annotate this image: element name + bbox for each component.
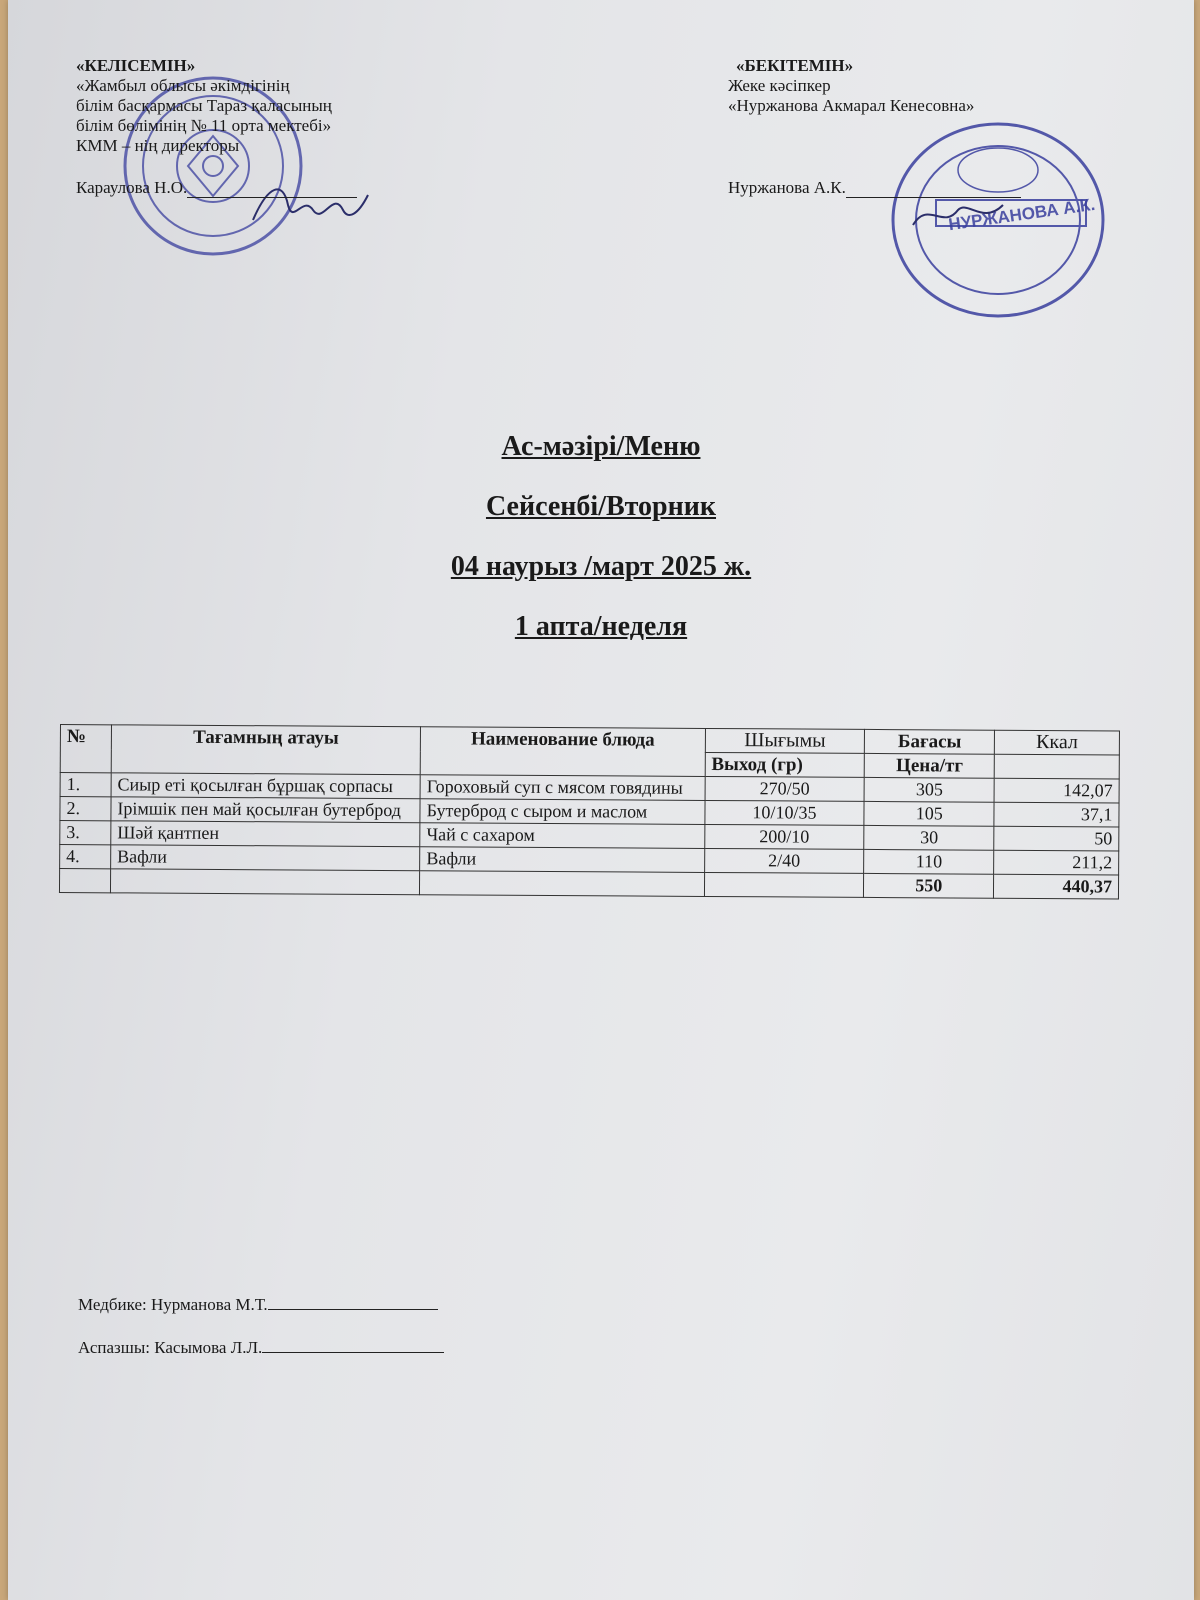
row-name-ru: Чай с сахаром (420, 823, 705, 849)
table-header-row (60, 725, 1119, 755)
cook-label: Аспазшы: Касымова Л.Л. (78, 1338, 263, 1357)
day-title: Сейсенбі/Вторник (485, 491, 717, 522)
nurse-label: Медбике: Нурманова М.Т. (78, 1295, 268, 1314)
header-kcal: Ккал (995, 730, 1120, 755)
total-price: 550 (864, 873, 994, 898)
row-name-kz: Сиыр еті қосылған бұршақ сорпасы (111, 773, 420, 799)
header-name-kz: Тағамның атауы (111, 725, 421, 775)
approval-right-signer-row (728, 178, 1021, 198)
row-name-ru: Вафли (420, 847, 705, 873)
header-num: № (60, 725, 111, 773)
row-name-kz: Шәй қантпен (111, 821, 420, 847)
nurse-signature-row (78, 1295, 438, 1315)
row-num: 4. (60, 845, 111, 869)
row-price: 30 (864, 825, 994, 850)
approval-right-line: Жеке кәсіпкер (728, 76, 831, 95)
table-total-row (59, 869, 1118, 899)
total-empty (59, 869, 110, 893)
row-kcal: 50 (994, 826, 1119, 851)
row-yield: 270/50 (705, 776, 865, 801)
week-title: 1 апта/неделя (514, 611, 688, 642)
header-price-kz: Бағасы (865, 729, 995, 754)
row-kcal: 37,1 (994, 802, 1119, 827)
row-name-ru: Бутерброд с сыром и маслом (420, 799, 705, 825)
total-empty (110, 869, 419, 895)
header-price-ru: Цена/тг (865, 753, 995, 778)
approval-right-signer: Нуржанова А.К. (728, 178, 846, 197)
row-price: 305 (864, 777, 994, 802)
approval-left-line: «Жамбыл облысы әкімдігінің (76, 76, 290, 95)
approval-block-left (76, 56, 357, 198)
approval-right-line: «Нуржанова Акмарал Кенесовна» (728, 96, 975, 115)
row-num: 3. (60, 821, 111, 845)
row-yield: 10/10/35 (705, 800, 865, 825)
cook-signature-row (78, 1338, 444, 1358)
approval-left-line: КММ – нің директоры (76, 136, 240, 155)
total-kcal: 440,37 (994, 874, 1119, 899)
signature-right-icon (908, 195, 1008, 235)
row-yield: 2/40 (704, 848, 864, 873)
approval-block-right (728, 56, 1021, 198)
row-price: 105 (864, 801, 994, 826)
approval-left-signer: Караулова Н.О. (76, 178, 188, 197)
header-yield-ru: Выход (гр) (705, 752, 865, 777)
row-name-kz: Ірімшік пен май қосылған бутерброд (111, 797, 420, 823)
row-name-ru: Гороховый суп с мясом говядины (420, 775, 705, 801)
row-num: 1. (60, 773, 111, 797)
total-empty (704, 872, 864, 897)
approval-left-head: «КЕЛІСЕМІН» (76, 56, 196, 75)
row-price: 110 (864, 849, 994, 874)
date-title: 04 наурыз /март 2025 ж. (450, 551, 752, 582)
row-kcal: 142,07 (994, 778, 1119, 803)
approval-right-head: «БЕКІТЕМІН» (736, 56, 854, 75)
row-num: 2. (60, 797, 111, 821)
row-kcal: 211,2 (994, 850, 1119, 875)
header-kcal-empty (994, 754, 1119, 779)
row-name-kz: Вафли (111, 845, 420, 871)
menu-table (59, 724, 1120, 899)
document-page (8, 0, 1194, 1600)
title-block (8, 430, 1194, 670)
total-empty (420, 871, 705, 897)
header-name-ru: Наименование блюда (420, 727, 705, 777)
row-yield: 200/10 (704, 824, 864, 849)
menu-title: Ас-мәзірі/Меню (501, 431, 701, 462)
stamp-right-text: НУРЖАНОВА А.К. (947, 194, 1097, 235)
approval-left-line: білім бөлімінің № 11 орта мектебі» (76, 116, 332, 135)
approval-left-line: білім басқармасы Тараз қаласының (76, 96, 332, 115)
header-yield-kz: Шығымы (705, 728, 865, 753)
approval-left-signer-row (76, 178, 357, 198)
